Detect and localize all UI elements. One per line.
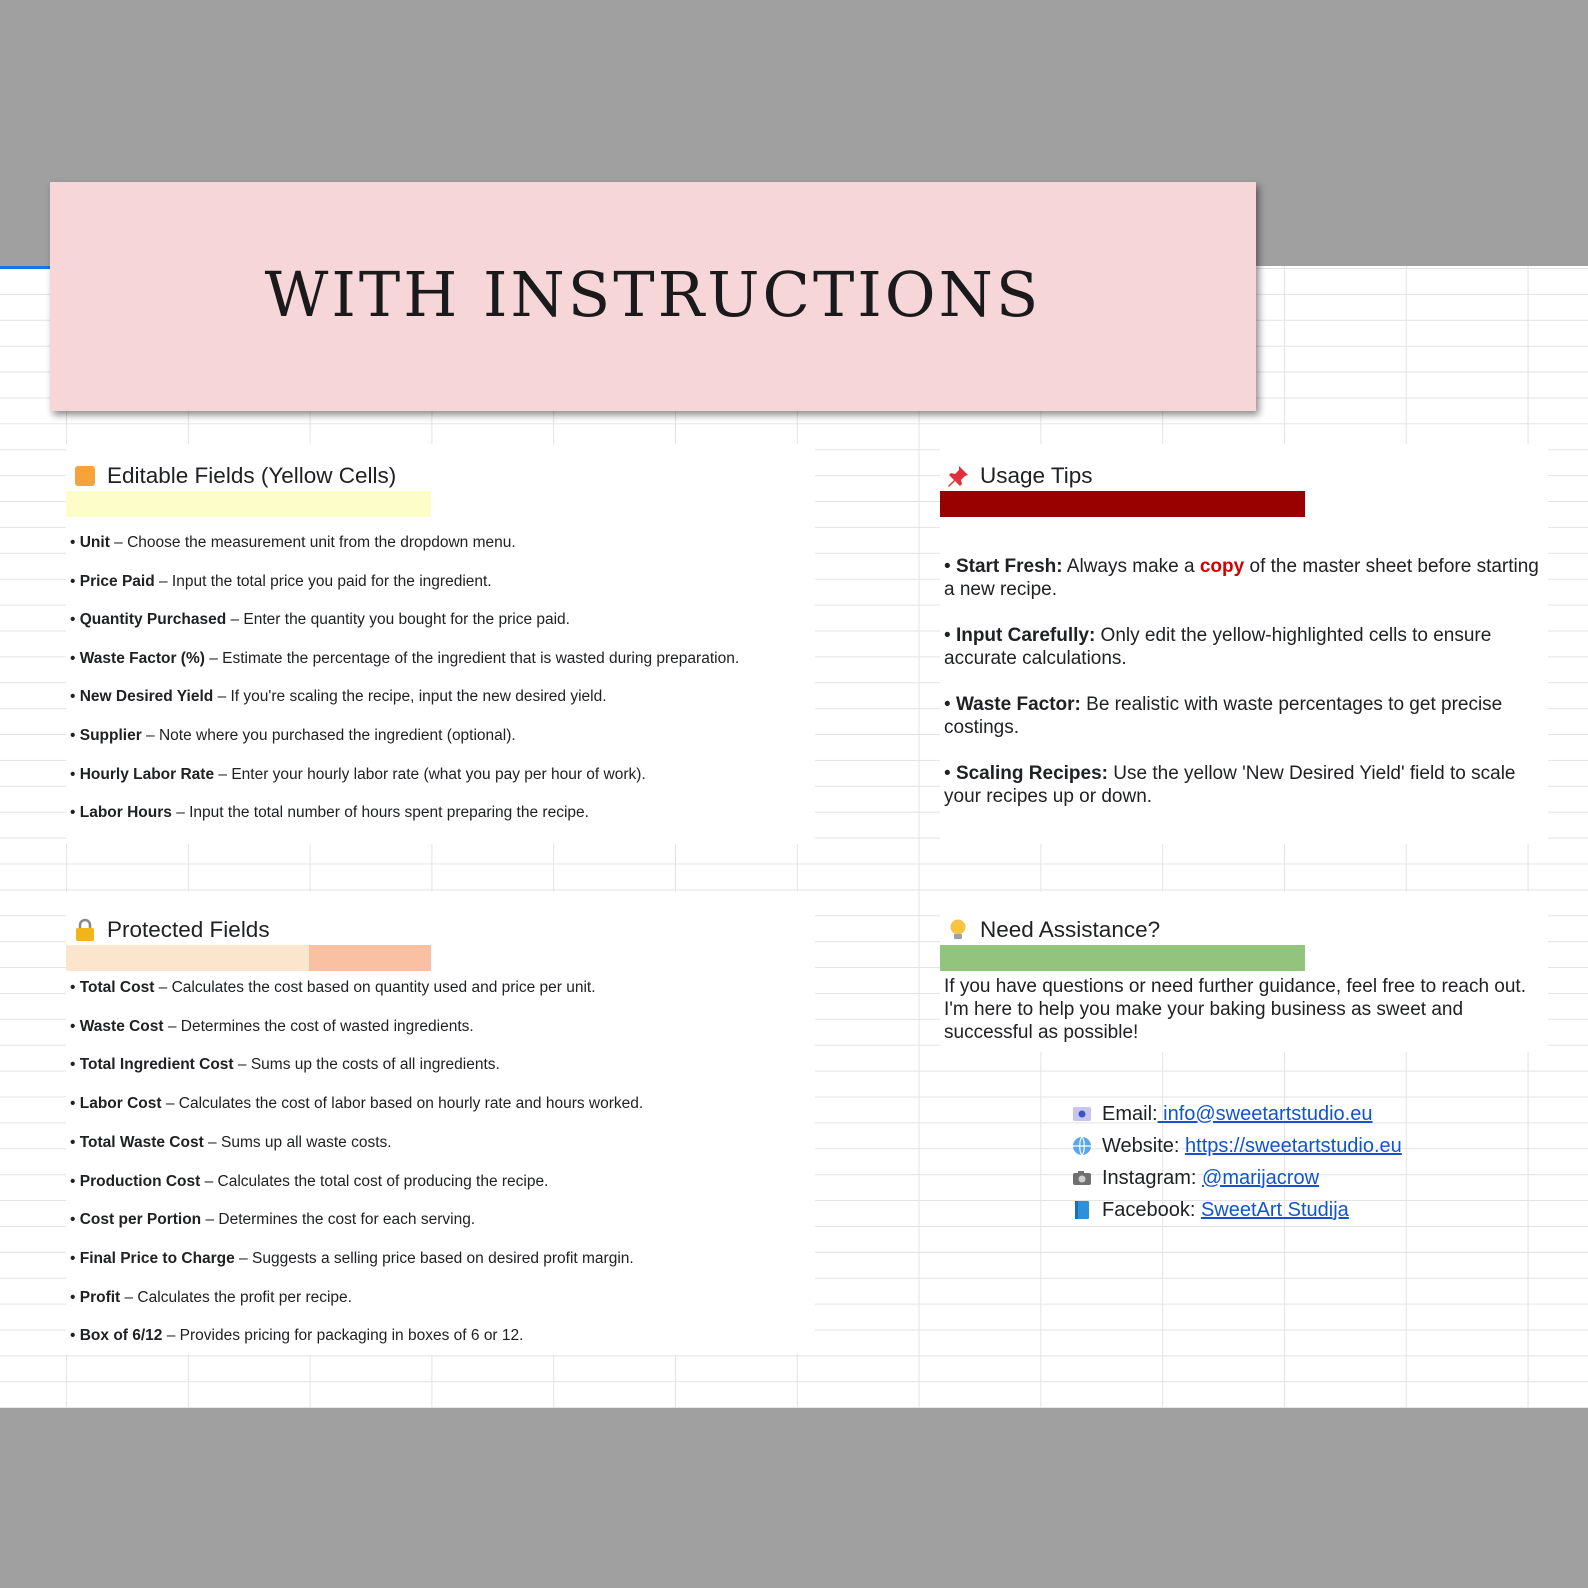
list-item-desc: – Calculates the cost based on quantity used and price per unit.: [154, 979, 596, 996]
list-item-term: New Desired Yield: [79, 688, 214, 706]
cell-selection-edge: [0, 266, 50, 269]
usage-tips-title-text: Usage Tips: [980, 463, 1093, 488]
tip-term: Input Carefully:: [955, 625, 1096, 646]
list-item-term: Box of 6/12: [79, 1327, 163, 1345]
contact-label: Website:: [1102, 1134, 1180, 1157]
yellow-cells-strip[interactable]: [66, 491, 431, 517]
list-item: • Hourly Labor Rate – Enter your hourly labor rate (what you pay per hour of work).: [70, 765, 646, 783]
usage-tips-title: [946, 463, 1093, 489]
list-item: • Unit – Choose the measurement unit from the dropdown menu.: [70, 534, 516, 551]
camera-icon: [1070, 1166, 1094, 1190]
contact-row: [1070, 1102, 1372, 1126]
list-item-desc: – Sums up the costs of all ingredients.: [233, 1056, 500, 1074]
list-item: • Waste Cost – Determines the cost of wasted ingredients.: [70, 1017, 474, 1035]
list-item: • Total Ingredient Cost – Sums up the costs of all ingredients.: [70, 1056, 500, 1074]
usage-tips-strip[interactable]: [940, 491, 1305, 517]
contact-label: Facebook:: [1102, 1198, 1196, 1221]
list-item-desc: – If you're scaling the recipe, input the new desired yield.: [213, 688, 607, 706]
banner-title: WITH INSTRUCTIONS: [264, 258, 1042, 331]
pushpin-icon: [946, 464, 970, 488]
list-item-desc: – Choose the measurement unit from the dropdown menu.: [109, 534, 516, 551]
protected-fields-title-text: Protected Fields: [107, 917, 270, 942]
tip-text: Use the yellow 'New Desired Yield' field to scale your recipes up or down.: [944, 763, 1516, 807]
list-item: • Price Paid – Input the total price you paid for the ingredient.: [70, 572, 492, 590]
tip-highlight: copy: [1199, 556, 1245, 577]
list-item-term: Labor Cost: [79, 1095, 162, 1113]
list-item-desc: – Note where you purchased the ingredient (optional).: [141, 727, 516, 744]
strip-cell[interactable]: [66, 491, 188, 517]
tip-item: • Waste Factor: Be realistic with waste percentages to get precise costings.: [944, 694, 1503, 738]
contact-link[interactable]: https://sweetartstudio.eu: [1185, 1134, 1402, 1157]
assistance-strip[interactable]: [940, 945, 1305, 971]
strip-cell[interactable]: [940, 945, 1305, 971]
list-item: • Total Cost – Calculates the cost based on quantity used and price per unit.: [70, 979, 596, 996]
tip-term: Waste Factor:: [955, 694, 1081, 715]
list-item: • Final Price to Charge – Suggests a selling price based on desired profit margin.: [70, 1249, 634, 1267]
strip-cell[interactable]: [309, 491, 431, 517]
list-item-desc: – Calculates the cost of labor based on hourly rate and hours worked.: [161, 1095, 644, 1113]
list-item-term: Waste Cost: [79, 1017, 164, 1035]
email-icon: [1070, 1102, 1094, 1126]
list-item: • Supplier – Note where you purchased the ingredient (optional).: [70, 727, 516, 744]
list-item-term: Quantity Purchased: [79, 611, 227, 629]
list-item-desc: – Calculates the profit per recipe.: [120, 1288, 352, 1306]
list-item-desc: – Suggests a selling price based on desired profit margin.: [234, 1249, 634, 1267]
lock-icon: [73, 918, 97, 942]
contact-row: [1070, 1166, 1319, 1190]
protected-cells-strip[interactable]: [66, 945, 431, 971]
list-item-desc: – Estimate the percentage of the ingredient that is wasted during preparation.: [204, 649, 740, 667]
list-item-term: Total Ingredient Cost: [79, 1056, 234, 1074]
assistance-title-text: Need Assistance?: [980, 917, 1161, 942]
list-item-desc: – Sums up all waste costs.: [203, 1133, 392, 1151]
tip-text: Be realistic with waste percentages to get precise costings.: [944, 694, 1503, 738]
list-item: • Total Waste Cost – Sums up all waste costs.: [70, 1133, 392, 1151]
list-item: • Profit – Calculates the profit per recipe.: [70, 1288, 352, 1306]
list-item-term: Cost per Portion: [79, 1211, 202, 1229]
list-item: • Quantity Purchased – Enter the quantity you bought for the price paid.: [70, 611, 570, 629]
list-item-term: Total Cost: [79, 979, 155, 996]
list-item: • Labor Cost – Calculates the cost of labor based on hourly rate and hours worked.: [70, 1095, 644, 1113]
tip-text-after: of the master sheet before starting a new recipe.: [944, 556, 1539, 600]
tip-term: Start Fresh:: [955, 556, 1063, 577]
list-item: • Waste Factor (%) – Estimate the percentage of the ingredient that is wasted during preparation.: [70, 649, 740, 667]
list-item-term: Profit: [79, 1288, 121, 1306]
instructions-banner: [50, 182, 1256, 411]
contact-row: [1070, 1198, 1349, 1222]
strip-cell[interactable]: [309, 945, 431, 971]
contact-link[interactable]: SweetArt Studija: [1200, 1198, 1349, 1221]
tip-item: • Start Fresh: Always make a copy of the master sheet before starting a new recipe.: [944, 556, 1539, 600]
contact-label: Email:: [1102, 1102, 1158, 1125]
list-item-desc: – Determines the cost of wasted ingredients.: [163, 1017, 474, 1035]
assistance-title: [946, 917, 1160, 943]
list-item: • Production Cost – Calculates the total cost of producing the recipe.: [70, 1172, 549, 1190]
tip-text: Always make a: [1062, 556, 1200, 577]
list-item: • Cost per Portion – Determines the cost for each serving.: [70, 1211, 476, 1229]
list-item-term: Production Cost: [79, 1172, 201, 1190]
orange-square-icon: [73, 464, 97, 488]
tip-term: Scaling Recipes:: [955, 763, 1108, 784]
tip-item: • Input Carefully: Only edit the yellow-highlighted cells to ensure accurate calculations.: [944, 625, 1492, 669]
list-item: • Box of 6/12 – Provides pricing for packaging in boxes of 6 or 12.: [70, 1327, 524, 1345]
list-item-term: Final Price to Charge: [79, 1249, 235, 1267]
lightbulb-icon: [946, 918, 970, 942]
list-item-term: Waste Factor (%): [79, 649, 205, 667]
editable-fields-title-text: Editable Fields (Yellow Cells): [107, 463, 397, 488]
contact-link[interactable]: info@sweetartstudio.eu: [1157, 1102, 1373, 1125]
list-item-desc: – Provides pricing for packaging in boxes of 6 or 12.: [162, 1327, 524, 1345]
list-item-desc: – Determines the cost for each serving.: [201, 1211, 476, 1229]
list-item-desc: – Calculates the total cost of producing the recipe.: [200, 1172, 549, 1190]
book-icon: [1070, 1198, 1094, 1222]
list-item-term: Total Waste Cost: [79, 1133, 204, 1151]
globe-icon: [1070, 1134, 1094, 1158]
strip-cell[interactable]: [188, 491, 310, 517]
contact-label: Instagram:: [1102, 1166, 1197, 1189]
list-item-desc: – Input the total number of hours spent preparing the recipe.: [171, 804, 589, 822]
list-item-term: Unit: [79, 534, 110, 551]
editable-fields-title: [73, 463, 396, 489]
list-item-desc: – Input the total price you paid for the ingredient.: [154, 572, 492, 590]
strip-cell[interactable]: [940, 491, 1305, 517]
contact-row: [1070, 1134, 1402, 1158]
protected-fields-title: [73, 917, 270, 943]
list-item-term: Labor Hours: [79, 804, 172, 822]
tip-item: • Scaling Recipes: Use the yellow 'New Desired Yield' field to scale your recipes up or down.: [944, 763, 1516, 807]
strip-cell[interactable]: [66, 945, 188, 971]
contact-link[interactable]: @marijacrow: [1202, 1166, 1320, 1189]
list-item-desc: – Enter the quantity you bought for the price paid.: [226, 611, 570, 629]
list-item-desc: – Enter your hourly labor rate (what you pay per hour of work).: [214, 765, 646, 783]
list-item-term: Price Paid: [79, 572, 155, 590]
list-item-term: Hourly Labor Rate: [79, 765, 215, 783]
list-item: • New Desired Yield – If you're scaling the recipe, input the new desired yield.: [70, 688, 607, 706]
list-item: • Labor Hours – Input the total number of hours spent preparing the recipe.: [70, 804, 589, 822]
strip-cell[interactable]: [188, 945, 310, 971]
tip-text: Only edit the yellow-highlighted cells to ensure accurate calculations.: [944, 625, 1492, 669]
assistance-text: If you have questions or need further guidance, feel free to reach out. I'm here to help you make your baking business as sweet and successful as possible!: [944, 976, 1526, 1043]
list-item-term: Supplier: [79, 727, 142, 744]
